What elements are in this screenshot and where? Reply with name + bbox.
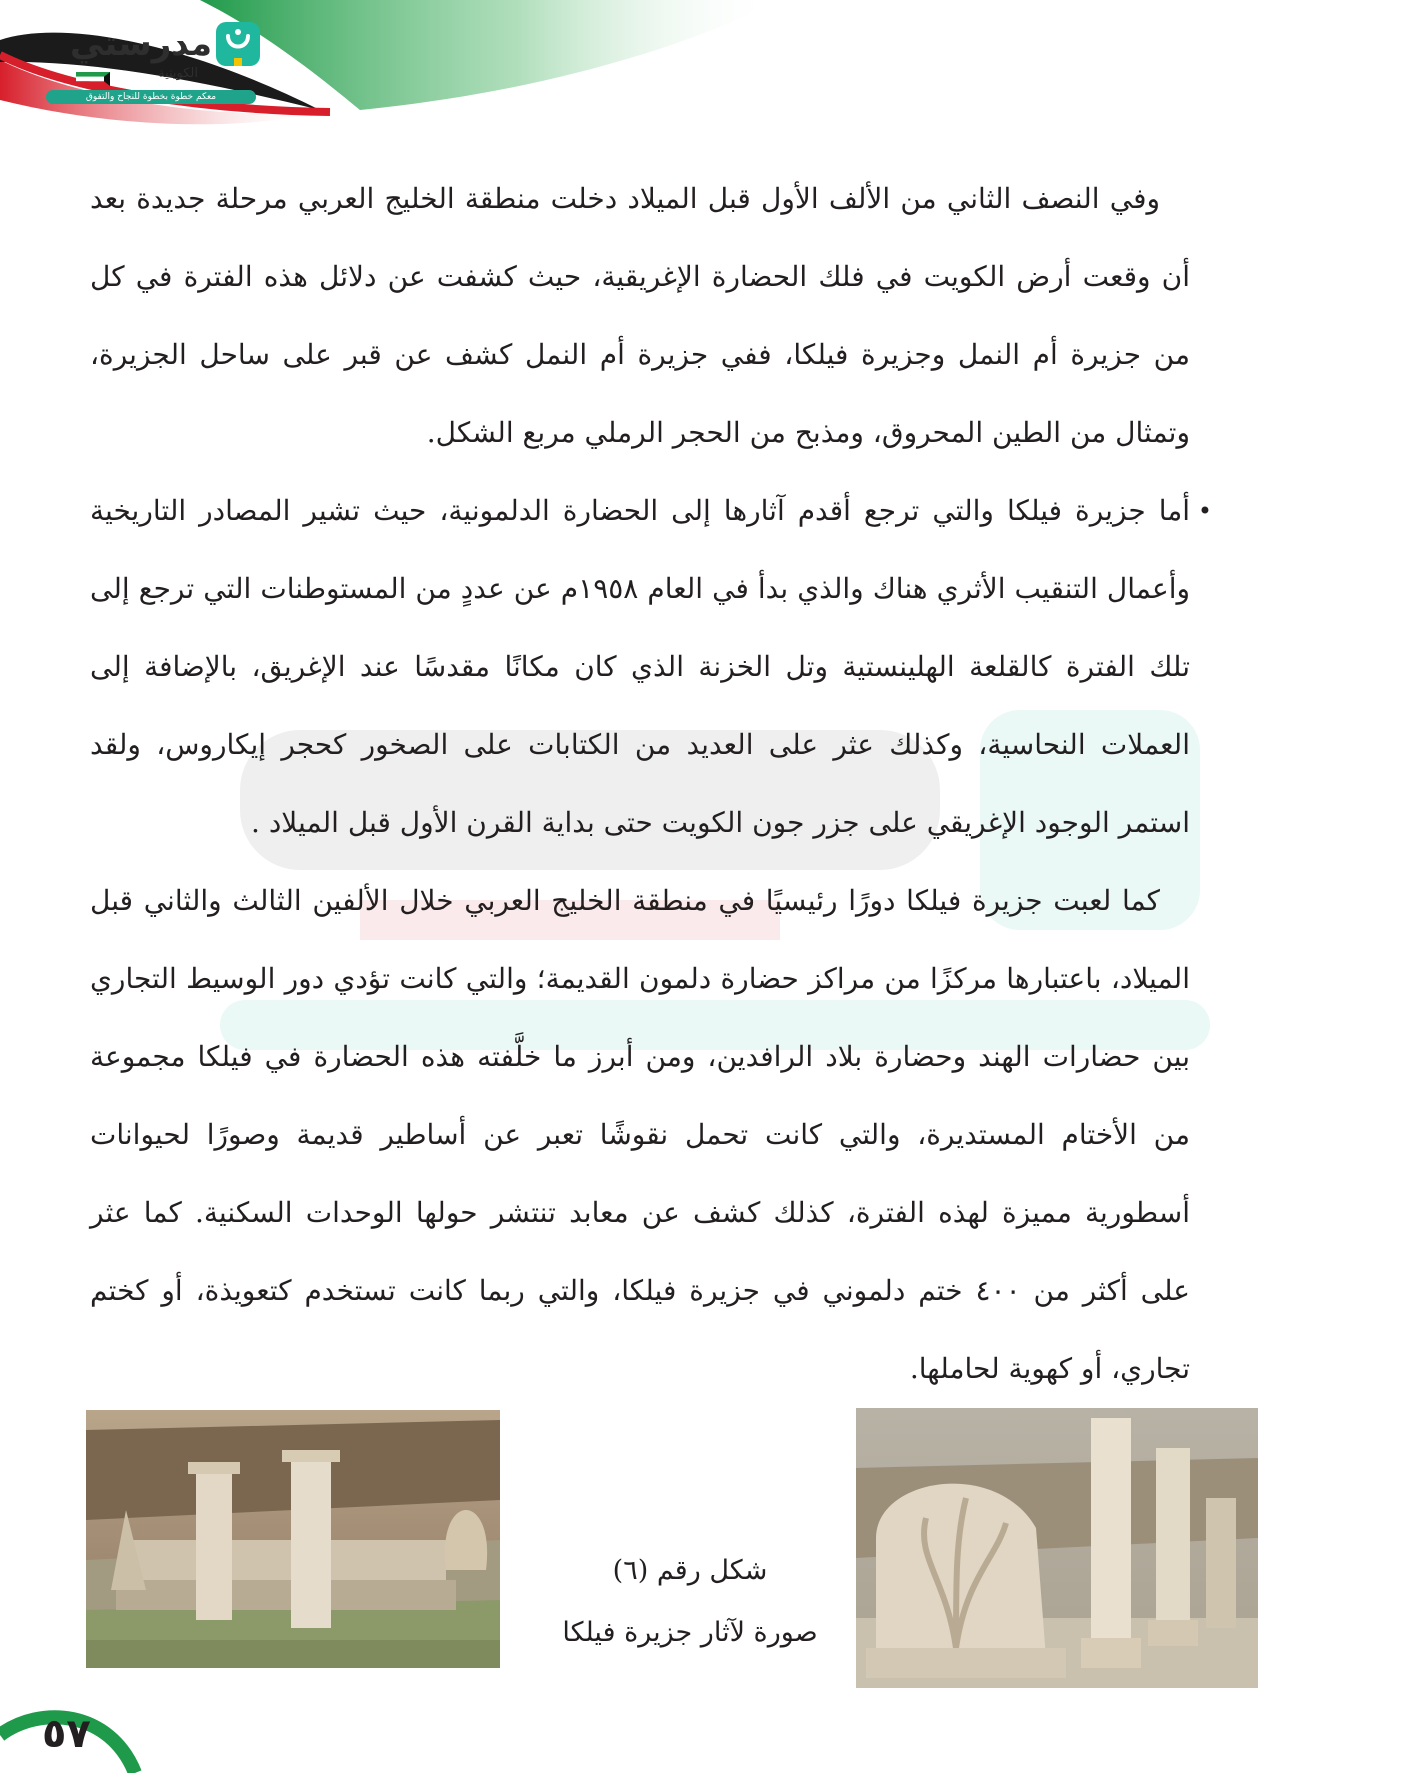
bullet-icon: • bbox=[1197, 497, 1212, 525]
body-text bbox=[90, 160, 1212, 1408]
photo-failaka-ruins-right bbox=[856, 1408, 1258, 1688]
paragraph-1: وفي النصف الثاني من الألف الأول قبل الميلاد دخلت منطقة الخليج العربي مرحلة جديدة بعد أن وقعت أرض الكويت في فلك الحضارة الإغريقية، حيث كشفت عن دلائل هذه الفترة في كل من جزيرة أم النمل وجزيرة فيلكا، ففي جزيرة أم النمل كشف عن قبر على ساحل الجزيرة، وتمثال من الطين المحروق، ومذبح من الحجر الرملي مربع الشكل. bbox=[90, 182, 1190, 449]
figure-caption bbox=[540, 1540, 840, 1664]
bullet-paragraph bbox=[90, 472, 1212, 862]
brand-logo-name: مدرستي bbox=[70, 24, 212, 64]
brand-logo-tagline: معكم خطوة بخطوة للنجاح والتفوق bbox=[46, 90, 256, 104]
photo-failaka-ruins-left bbox=[86, 1410, 500, 1668]
brand-logo-icon bbox=[216, 22, 260, 66]
page-number: ٥٧ bbox=[42, 1711, 91, 1757]
kuwait-flag-icon bbox=[76, 72, 110, 86]
paragraph-2: أما جزيرة فيلكا والتي ترجع أقدم آثارها إلى الحضارة الدلمونية، حيث تشير المصادر التاريخية وأعمال التنقيب الأثري هناك والذي بدأ في العام ١٩٥٨م عن عددٍ من المستوطنات التي ترجع إلى تلك الفترة كالقلعة الهلينستية وتل الخزنة الذي كان مكانًا مقدسًا عند الإغريق، بالإضافة إلى العملات النحاسية، وكذلك عثر على العديد من الكتابات على الصخور كحجر إيكاروس، ولقد استمر الوجود الإغريقي على جزر جون الكويت حتى بداية القرن الأول قبل الميلاد . bbox=[90, 494, 1190, 839]
paragraph-3: كما لعبت جزيرة فيلكا دورًا رئيسيًا في منطقة الخليج العربي خلال الألفين الثالث والثاني قبل الميلاد، باعتبارها مركزًا من مراكز حضارة دلمون القديمة؛ والتي كانت تؤدي دور الوسيط التجاري بين حضارات الهند وحضارة بلاد الرافدين، ومن أبرز ما خلَّفته هذه الحضارة في فيلكا مجموعة من الأختام المستديرة، والتي كانت تحمل نقوشًا تعبر عن أساطير قديمة وصورًا لحيوانات أسطورية مميزة لهذه الفترة، كذلك كشف عن معابد تنتشر حولها الوحدات السكنية. كما عثر على أكثر من ٤٠٠ ختم دلموني في جزيرة فيلكا، والتي ربما كانت تستخدم كتعويذة، أو كختم تجاري، أو كهوية لحاملها. bbox=[90, 884, 1190, 1385]
page-number-corner bbox=[0, 1705, 150, 1773]
figure-caption-number: شكل رقم (٦) bbox=[612, 1555, 768, 1586]
brand-logo[interactable] bbox=[40, 18, 260, 113]
figure-caption-title: صورة لآثار جزيرة فيلكا bbox=[562, 1617, 818, 1648]
brand-logo-subtitle: الكويتية bbox=[158, 66, 198, 81]
